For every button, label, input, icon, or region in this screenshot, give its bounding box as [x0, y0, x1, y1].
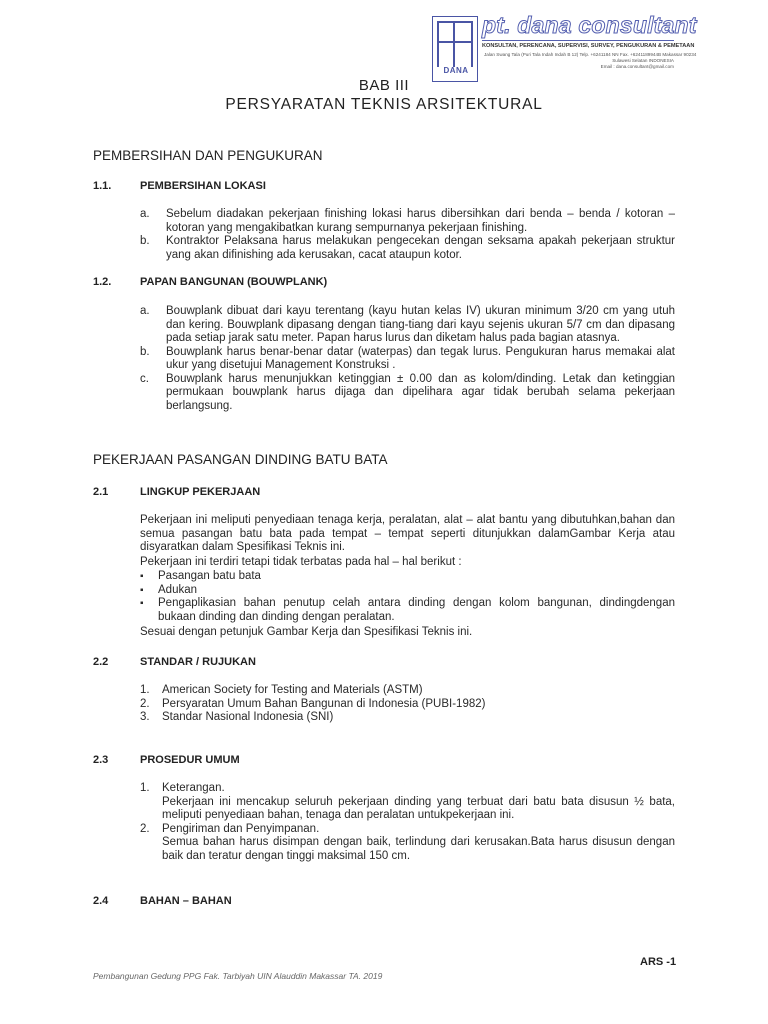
numbered-list [140, 782, 675, 863]
list-marker: a. [140, 305, 150, 317]
logo-tagline: KONSULTAN, PERENCANA, SUPERVISI, SURVEY, PENGUKURAN & PEMETAAN [482, 43, 695, 49]
subsection-number: 2.2 [93, 656, 109, 668]
subsection-number: 2.4 [93, 895, 109, 907]
list-item [140, 782, 675, 823]
list-item [140, 346, 675, 373]
logo-divider [482, 40, 674, 41]
list-item [140, 823, 675, 864]
paragraph: Pekerjaan ini meliputi penyediaan tenaga kerja, peralatan, alat – alat bantu yang dibutuhkan,bahan dan semua pasangan batu bata pada tempat – tempat seperti ditunjukkan dalamGambar Kerja atau disyaratkan dalam Spesifikasi Teknis ini. [140, 514, 675, 553]
subsection-title: PEMBERSIHAN LOKASI [140, 180, 266, 192]
section-heading: PEMBERSIHAN DAN PENGUKURAN [93, 148, 323, 163]
list-item [140, 698, 675, 712]
document-title: PERSYARATAN TEKNIS ARSITEKTURAL [225, 96, 543, 113]
list-text: Pasangan batu bata [158, 570, 261, 582]
list-marker: 2. [140, 822, 150, 835]
page-code: ARS -1 [640, 956, 677, 968]
list-text: Adukan [158, 583, 198, 596]
logo-address [484, 52, 697, 70]
list-marker: 2. [140, 697, 150, 710]
logo-address-line: Email : dana.consultant@gmail.com [600, 64, 674, 69]
subsection-title: STANDAR / RUJUKAN [140, 656, 256, 668]
list-text: Bouwplank harus menunjukkan ketinggian ± 0.00 dan as kolom/dinding. Letak dan ketinggian permukaan bouwplank harus dijaga dan dipelihara agar tidak berubah selama pekerjaan berlangsung. [166, 372, 675, 412]
list-item [140, 208, 675, 235]
bullet-list [140, 570, 675, 624]
bullet-icon: ▪ [140, 584, 144, 596]
list-marker: 1. [140, 684, 150, 696]
list-item [140, 373, 675, 414]
list-marker: 1. [140, 782, 150, 794]
subsection-title: LINGKUP PEKERJAAN [140, 486, 261, 498]
footer-text: Pembangunan Gedung PPG Fak. Tarbiyah UIN Alauddin Makassar TA. 2019 [93, 971, 383, 981]
list-text: Pengaplikasian bahan penutup celah antara dinding dengan kolom bangunan, dindingdengan bukaan dinding dan dinding dengan peralatan. [158, 597, 675, 623]
list-text: Standar Nasional Indonesia (SNI) [162, 711, 334, 723]
list-item [140, 597, 675, 624]
list-text: Kontraktor Pelaksana harus melakukan pengecekan dengan seksama apakah pekerjaan struktur yang akan difinishing ada kerusakan, cacat ataupun kotor. [166, 235, 675, 261]
list-item [140, 305, 675, 346]
list-marker: c. [140, 372, 149, 385]
list-text: Sebelum diadakan pekerjaan finishing lokasi harus dibersihkan dari benda – benda / kotoran – kotoran yang mengakibatkan kurang sempurnanya pekerjaan finishing. [166, 208, 675, 234]
logo-company-name: pt. dana consultant [482, 12, 697, 38]
alpha-list [140, 208, 675, 262]
paragraph: Pekerjaan ini terdiri tetapi tidak terbatas pada hal – hal berikut : [140, 556, 462, 568]
list-label: Pengiriman dan Penyimpanan. [162, 822, 320, 835]
list-item [140, 684, 675, 698]
list-item [140, 711, 675, 725]
paragraph: Sesuai dengan petunjuk Gambar Kerja dan Spesifikasi Teknis ini. [140, 626, 473, 638]
numbered-list [140, 684, 675, 725]
bullet-icon: ▪ [140, 598, 144, 609]
list-text: Bouwplank harus benar-benar datar (waterpas) dan tegak lurus. Pengukuran harus memakai alat ukur yang disetujui Management Konstruksi . [166, 345, 675, 371]
list-item [140, 584, 675, 598]
logo-address-line: Sulawesi Selatan INDONESIA [612, 58, 674, 63]
subsection-number: 1.2. [93, 276, 112, 288]
subsection-title: BAHAN – BAHAN [140, 895, 232, 907]
list-marker: b. [140, 345, 150, 358]
list-marker: b. [140, 235, 150, 247]
section-heading: PEKERJAAN PASANGAN DINDING BATU BATA [93, 452, 388, 467]
list-text: Persyaratan Umum Bahan Bangunan di Indonesia (PUBI-1982) [162, 697, 486, 710]
list-text: American Society for Testing and Materials (ASTM) [162, 684, 423, 696]
list-label: Keterangan. [162, 782, 225, 794]
subsection-number: 2.3 [93, 754, 109, 766]
subsection-number: 1.1. [93, 180, 112, 192]
subsection-number: 2.1 [93, 486, 109, 498]
list-text: Pekerjaan ini mencakup seluruh pekerjaan dinding yang terbuat dari batu bata disusun ½ bata, meliputi penyediaan bahan, tenaga dan peralatan untukpekerjaan ini. [162, 795, 675, 821]
logo-address-line: Jalan Swang Tala (Puri Tala Indah Indah B 12) Telp. +6241184 NN Fax. +6241189944B Makassar 90234 [484, 52, 697, 57]
subsection-title: PROSEDUR UMUM [140, 754, 240, 766]
list-item [140, 570, 675, 584]
logo-abbr: DANA [443, 66, 469, 75]
bullet-icon: ▪ [140, 571, 144, 582]
alpha-list [140, 305, 675, 413]
list-marker: 3. [140, 711, 150, 723]
list-item [140, 235, 675, 262]
subsection-title: PAPAN BANGUNAN (BOUWPLANK) [140, 276, 328, 288]
list-marker: a. [140, 208, 150, 220]
list-text: Semua bahan harus disimpan dengan baik, terlindung dari kerusakan.Bata harus disusun dengan baik dan teratur dengan tinggi maksimal 150 cm. [162, 836, 675, 862]
chapter-label: BAB III [358, 77, 410, 94]
list-text: Bouwplank dibuat dari kayu terentang (kayu hutan kelas IV) ukuran minimum 3/20 cm yang utuh dan kering. Bouwplank dipasang dengan tiang-tiang dari kayu sejenis ukuran 5/7 cm dan dipasang pada setiap jarak satu meter. Papan harus lurus dan diketam halus pada bagian atasnya. [166, 305, 675, 344]
